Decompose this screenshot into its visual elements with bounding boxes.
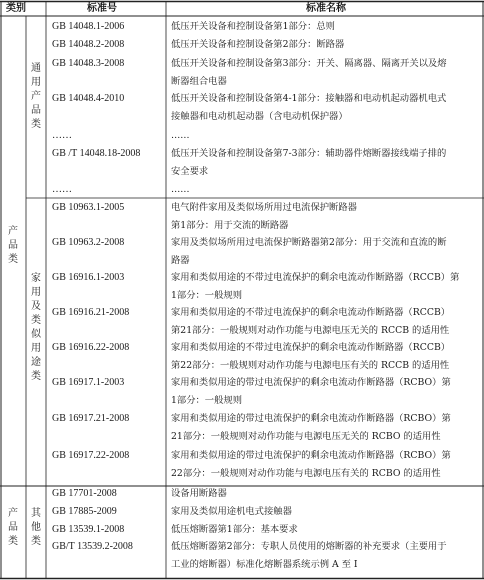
standard-number: GB 17885-2009 bbox=[52, 506, 117, 517]
standard-name-line: 低压熔断器第2部分：专职人员使用的熔断器的补充要求（主要用于 bbox=[171, 541, 447, 552]
standard-number: …… bbox=[52, 184, 72, 195]
standard-number: GB 14048.2-2008 bbox=[52, 39, 125, 50]
standard-number: GB 16916.1-2003 bbox=[52, 272, 125, 283]
standard-name-line: 低压开关设备和控制设备第7-3部分：辅助器件熔断器接线端子排的 bbox=[171, 148, 447, 159]
standard-name-line: 家用和类似用途的不带过电流保护的剩余电流动作断路器（RCCB） bbox=[171, 342, 451, 353]
standard-name-line: 低压开关设备和控制设备第3部分：开关、隔离器、隔离开关以及熔 bbox=[171, 58, 447, 69]
standard-name-line: 低压熔断器第1部分：基本要求 bbox=[171, 524, 298, 535]
standard-number: GB 17701-2008 bbox=[52, 488, 117, 499]
standard-number: GB 14048.3-2008 bbox=[52, 58, 125, 69]
standard-name-line: 第22部分：一般规则对动作功能与电源电压有关的 RCCB 的适用性 bbox=[171, 360, 450, 371]
standard-name-line: 1部分：一般规则 bbox=[171, 395, 242, 406]
standard-number: …… bbox=[52, 130, 72, 141]
header-standard-no: 标准号 bbox=[87, 3, 117, 14]
category-other-outer: 产品类 bbox=[8, 508, 18, 547]
standard-number: GB 13539.1-2008 bbox=[52, 524, 125, 535]
standard-name-line: 22部分：一般规则对动作功能与电源电压有关的 RCBO 的适用性 bbox=[171, 468, 441, 479]
standard-name-line: 第21部分：一般规则对动作功能与电源电压无关的 RCCB 的适用性 bbox=[171, 325, 450, 336]
standard-name-line: 家用和类似用途的带过电流保护的剩余电流动作断路器（RCBO）第 bbox=[171, 413, 451, 424]
standard-name-line: 1部分：一般规则 bbox=[171, 290, 242, 301]
standard-number: GB 16917.1-2003 bbox=[52, 377, 125, 388]
standard-name-line: 安全要求 bbox=[171, 166, 209, 177]
standard-name-line: 工业的熔断器）标准化熔断器系统示例 A 至 I bbox=[171, 559, 358, 570]
standard-number: GB 16917.21-2008 bbox=[52, 413, 130, 424]
category-general: 通用产品类 bbox=[31, 63, 41, 130]
standard-name-line: 设备用断路器 bbox=[171, 488, 227, 499]
standard-name-line: 家用和类似用途的带过电流保护的剩余电流动作断路器（RCBO）第 bbox=[171, 450, 451, 461]
standard-name-line: 家用及类似场所用过电流保护断路器第2部分：用于交流和直流的断 bbox=[171, 237, 447, 248]
standard-number: GB 16916.21-2008 bbox=[52, 307, 130, 318]
standard-name-line: 断器组合电器 bbox=[171, 76, 227, 87]
standard-name-line: 家用和类似用途的不带过电流保护的剩余电流动作断路器（RCCB） bbox=[171, 307, 451, 318]
standard-name-line: 低压开关设备和控制设备第4-1部分：接触器和电动机起动器机电式 bbox=[171, 93, 447, 104]
standard-name-line: 家用和类似用途的带过电流保护的剩余电流动作断路器（RCBO）第 bbox=[171, 377, 451, 388]
category-main: 产品类 bbox=[8, 226, 18, 265]
standard-number: GB/T 13539.2-2008 bbox=[52, 541, 133, 552]
standard-number: GB 16916.22-2008 bbox=[52, 342, 130, 353]
standard-name-line: 第1部分：用于交流的断路器 bbox=[171, 220, 289, 231]
standard-name-line: 家用和类似用途的不带过电流保护的剩余电流动作断路器（RCCB）第 bbox=[171, 272, 460, 283]
standard-name-line: 接触器和电动机起动器（含电动机保护器） bbox=[171, 111, 348, 122]
category-other: 其他类 bbox=[31, 508, 41, 547]
standard-number: GB /T 14048.18-2008 bbox=[52, 148, 141, 159]
standard-name-line: 21部分：一般规则对动作功能与电源电压无关的 RCBO 的适用性 bbox=[171, 431, 441, 442]
header-category: 类别 bbox=[6, 3, 26, 14]
standard-number: GB 10963.1-2005 bbox=[52, 202, 125, 213]
standard-name-line: …… bbox=[171, 184, 190, 195]
standard-name-line: 低压开关设备和控制设备第1部分：总则 bbox=[171, 21, 335, 32]
standard-name-line: …… bbox=[171, 130, 190, 141]
standard-name-line: 低压开关设备和控制设备第2部分：断路器 bbox=[171, 39, 345, 50]
standard-name-line: 电气附件家用及类似场所用过电流保护断路器 bbox=[171, 202, 357, 213]
standard-name-line: 家用及类似用途机电式接触器 bbox=[171, 506, 292, 517]
standard-number: GB 14048.4-2010 bbox=[52, 93, 125, 104]
standard-number: GB 10963.2-2008 bbox=[52, 237, 125, 248]
standard-number: GB 14048.1-2006 bbox=[52, 21, 125, 32]
standard-number: GB 16917.22-2008 bbox=[52, 450, 130, 461]
header-standard-name: 标准名称 bbox=[306, 3, 346, 14]
standard-name-line: 路器 bbox=[171, 255, 190, 266]
category-household: 家用及类似用途类 bbox=[31, 273, 41, 382]
